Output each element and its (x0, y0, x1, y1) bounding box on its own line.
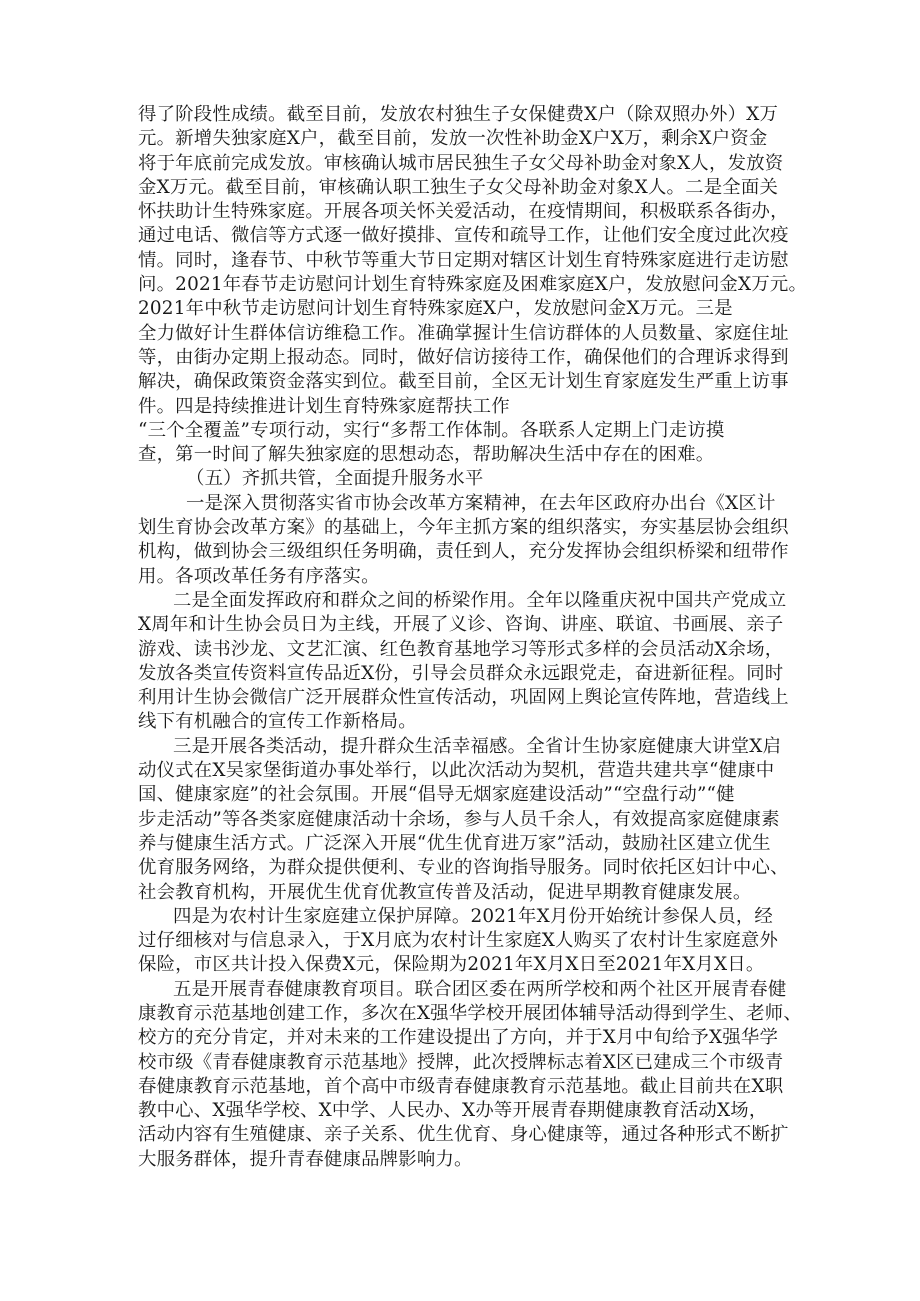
text-line: 养与健康生活方式。广泛深入开展“优生优育进万家”活动，鼓励社区建立优生 (138, 832, 771, 854)
text-line: 校市级《青春健康教育示范基地》授牌，此次授牌标志着X区已建成三个市级青 (138, 1051, 784, 1073)
text-line: 国、健康家庭”的社会氛围。开展“倡导无烟家庭建设活动”“空盘行动”“健 (138, 784, 735, 806)
text-line: 线下有机融合的宣传工作新格局。 (138, 711, 417, 733)
text-line: 将于年底前完成发放。审核确认城市居民独生子女父母补助金对象X人，发放资 (138, 152, 784, 174)
paragraph-insurance (138, 905, 788, 978)
paragraph-bridge-role (138, 589, 788, 735)
text-line: 过仔细核对与信息录入，于X月底为农村计生家庭X人购买了农村计生家庭意外 (138, 930, 779, 952)
text-line: 二是全面发挥政府和群众之间的桥梁作用。全年以隆重庆祝中国共产党成立 (173, 589, 787, 611)
text-line: 金X万元。截至目前，审核确认职工独生子女父母补助金对象X人。二是全面关 (138, 176, 779, 198)
text-line: X周年和计生协会员日为主线，开展了义诊、咨询、讲座、联谊、书画展、亲子 (138, 614, 784, 636)
paragraph-special-family-support (138, 103, 808, 467)
text-line: 春健康教育示范基地，首个高中市级青春健康教育示范基地。截止目前共在X职 (138, 1075, 784, 1097)
text-line: 全力做好计生群体信访维稳工作。准确掌握计生信访群体的人员数量、家庭住址 (138, 322, 789, 344)
text-line: 三是开展各类活动，提升群众生活幸福感。全省计生协家庭健康大讲堂X启 (173, 735, 782, 757)
text-line: 利用计生协会微信广泛开展群众性宣传活动，巩固网上舆论宣传阵地，营造线上 (138, 687, 789, 709)
text-line: 件。四是持续推进计划生育特殊家庭帮扶工作 (138, 395, 510, 417)
text-line: 游戏、读书沙龙、文艺汇演、红色教育基地学习等形式多样的会员活动X余场， (138, 638, 784, 660)
text-line: 划生育协会改革方案》的基础上，今年主抓方案的组织落实，夯实基层协会组织 (138, 517, 789, 539)
text-line: 通过电话、微信等方式逐一做好摸排、宣传和疏导工作，让他们安全度过此次疫 (138, 225, 789, 247)
paragraph-activities (138, 735, 788, 905)
text-line: 康教育示范基地创建工作，多次在X强华学校开展团体辅导活动得到学生、老师、 (138, 1002, 802, 1024)
text-line: 元。新增失独家庭X户，截至目前，发放一次性补助金X户X万，剩余X户资金 (138, 128, 768, 150)
text-line: 问。2021年春节走访慰问计划生育特殊家庭及困难家庭X户，发放慰问金X万元。 (138, 274, 808, 296)
text-line: 五是开展青春健康教育项目。联合团区委在两所学校和两个社区开展青春健 (173, 978, 787, 1000)
text-line: 校方的充分肯定，并对未来的工作建设提出了方向，并于X月中旬给予X强华学 (138, 1027, 779, 1049)
text-line: 2021年中秋节走访慰问计划生育特殊家庭X户，发放慰问金X万元。三是 (138, 298, 733, 320)
text-line: 得了阶段性成绩。截至目前，发放农村独生子女保健费X户（除双照办外）X万 (138, 104, 779, 125)
text-line: 步走活动”等各类家庭健康活动十余场，参与人员千余人，有效提高家庭健康素 (138, 808, 780, 830)
text-line: 解决，确保政策资金落实到位。截至目前，全区无计划生育家庭发生严重上访事 (138, 371, 789, 393)
paragraph-youth-health (138, 978, 802, 1172)
text-line: 社会教育机构，开展优生优育优教宣传普及活动，促进早期教育健康发展。 (138, 881, 752, 903)
text-line: 等，由街办定期上报动态。同时，做好信访接待工作，确保他们的合理诉求得到 (138, 346, 789, 368)
paragraph-association-reform (138, 492, 788, 589)
section-heading: （五）齐抓共管，全面提升服务水平 (186, 468, 484, 490)
text-line: 保险，市区共计投入保费X元，保险期为2021年X月X日至2021年X月X日。 (138, 954, 765, 976)
document-body (138, 103, 808, 1172)
text-line: 一是深入贯彻落实省市协会改革方案精神，在去年区政府办出台《X区计 (186, 492, 776, 514)
text-line: 大服务群体，提升青春健康品牌影响力。 (138, 1148, 473, 1170)
text-line: 怀扶助计生特殊家庭。开展各项关怀关爱活动，在疫情期间，积极联系各街办， (138, 201, 789, 223)
text-line: 活动内容有生殖健康、亲子关系、优生优育、身心健康等，通过各种形式不断扩 (138, 1124, 789, 1146)
text-line: 动仪式在X吴家堡街道办事处举行，以此次活动为契机，营造共建共享“健康中 (138, 760, 775, 782)
text-line: 发放各类宣传资料宣传品近X份，引导会员群众永远跟党走，奋进新征程。同时 (138, 662, 784, 684)
text-line: 用。各项改革任务有序落实。 (138, 565, 380, 587)
text-line: 优育服务网络，为群众提供便利、专业的咨询指导服务。同时依托区妇计中心、 (138, 857, 789, 879)
text-line: 查，第一时间了解失独家庭的思想动态，帮助解决生活中存在的困难。 (138, 444, 715, 466)
text-line: 四是为农村计生家庭建立保护屏障。2021年X月份开始统计参保人员，经 (173, 905, 774, 927)
text-line: 情。同时，逢春节、中秋节等重大节日定期对辖区计划生育特殊家庭进行走访慰 (138, 249, 789, 271)
text-line: “三个全覆盖”专项行动，实行“多帮工作体制。各联系人定期上门走访摸 (138, 419, 725, 441)
text-line: 机构，做到协会三级组织任务明确，责任到人，充分发挥协会组织桥梁和纽带作 (138, 541, 789, 563)
text-line: 教中心、X强华学校、X中学、人民办、X办等开展青春期健康教育活动X场， (138, 1100, 768, 1122)
